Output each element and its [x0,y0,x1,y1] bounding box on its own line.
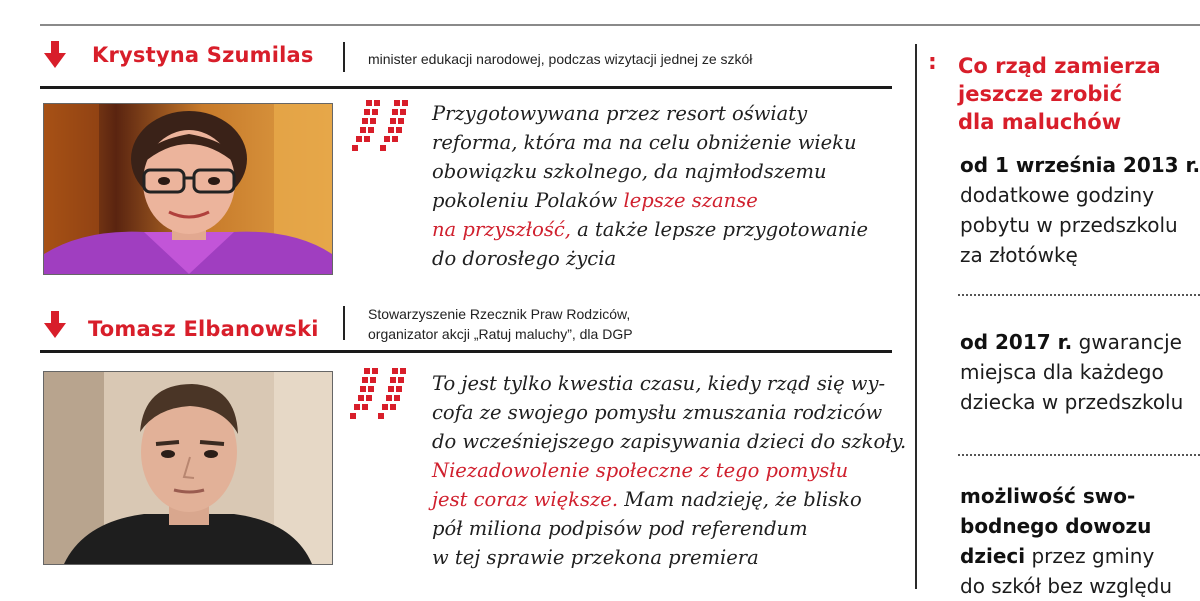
sidebar-fragment: gwarancje [1072,330,1182,354]
name-separator [343,42,345,72]
sidebar-emphasis: dzieci [960,544,1026,568]
section-rule [40,86,892,89]
sidebar-item [960,150,1200,270]
quote-fragment: pokoleniu Polaków [432,189,624,212]
sidebar-title-line: jeszcze zrobić [958,82,1123,106]
quote-fragment: Przygotowywana przez resort oświaty [432,102,808,125]
quote-line [432,427,906,456]
sidebar-item-line [960,240,1200,270]
quote-fragment: reforma, która ma na celu obniżenie wieku [432,131,857,154]
quote-text [432,99,868,273]
quote-line [432,456,906,485]
role-line: minister edukacji narodowej, podczas wizytacji jednej ze szkół [368,51,753,67]
sidebar-item [960,327,1183,417]
quote-fragment: Mam nadzieję, że blisko [618,488,862,511]
quote-fragment: cofa ze swojego pomysłu zmuszania rodziców [432,401,883,424]
quote-line [432,398,906,427]
quote-line [432,99,868,128]
section-rule [40,350,892,353]
sidebar-item-line [960,180,1200,210]
sidebar-item-line [960,571,1172,601]
sidebar-item-line [960,541,1172,571]
quote-line [432,215,868,244]
quote-highlight: Niezadowolenie społeczne z tego pomysłu [432,459,849,482]
sidebar-emphasis: od 1 września 2013 r. [960,153,1200,177]
sidebar-title-line: dla maluchów [958,110,1122,134]
quote-fragment: obowiązku szkolnego, da najmłodszemu [432,160,827,183]
quote-line [432,485,906,514]
bullet-colon-icon: : [928,50,937,75]
quote-line [432,128,868,157]
name-separator [343,306,345,340]
quote-line [432,244,868,273]
sidebar-fragment: miejsca dla każdego [960,360,1164,384]
sidebar-fragment: przez gminy [1025,544,1155,568]
quote-line [432,514,906,543]
quote-fragment: do wcześniejszego zapisywania dzieci do szkoły. [432,430,907,453]
quote-fragment: do dorosłego życia [432,247,617,270]
arrow-down-icon [44,311,66,339]
quote-highlight: jest coraz większe. [432,488,619,511]
role-line: organizator akcji „Ratuj maluchy”, dla DGP [368,326,633,342]
sidebar-fragment: dodatkowe godziny [960,183,1155,207]
sidebar-fragment: za złotówkę [960,243,1078,267]
role-line: Stowarzyszenie Rzecznik Praw Rodziców, [368,306,631,322]
speaker-role [368,49,752,69]
dotted-divider [958,294,1200,296]
speaker-name: Krystyna Szumilas [92,43,314,67]
column-divider [915,44,917,589]
arrow-down-icon [44,41,66,69]
sidebar-item [960,481,1172,601]
sidebar-emphasis: bodnego dowozu [960,514,1152,538]
quote-fragment: pół miliona podpisów pod referendum [432,517,808,540]
quote-mark-icon [350,368,410,420]
quote-fragment: w tej sprawie przekona premiera [432,546,759,569]
quote-highlight: lepsze szanse [623,189,758,212]
quote-line [432,186,868,215]
quote-line [432,543,906,572]
sidebar-fragment: pobytu w przedszkolu [960,213,1178,237]
sidebar-item-line [960,481,1172,511]
sidebar-title-line: Co rząd zamierza [958,54,1161,78]
sidebar-item-line [960,210,1200,240]
sidebar-item-line [960,387,1183,417]
quote-text [432,369,906,572]
sidebar-fragment: do szkół bez względu [960,574,1172,598]
speaker-name: Tomasz Elbanowski [88,317,319,341]
portrait-photo [43,371,333,565]
sidebar-item-line [960,327,1183,357]
sidebar-item-line [960,511,1172,541]
quote-highlight: na przyszłość, [432,218,571,241]
quote-line [432,157,868,186]
sidebar-emphasis: od 2017 r. [960,330,1073,354]
quote-line [432,369,906,398]
sidebar-fragment: dziecka w przedszkolu [960,390,1184,414]
sidebar-title [958,52,1161,136]
dotted-divider [958,454,1200,456]
sidebar-item-line [960,150,1200,180]
speaker-role [368,304,633,344]
portrait-photo [43,103,333,275]
sidebar-emphasis: możliwość swo- [960,484,1136,508]
quote-fragment: a także lepsze przygotowanie [570,218,869,241]
sidebar-item-line [960,357,1183,387]
quote-fragment: To jest tylko kwestia czasu, kiedy rząd się wy- [432,372,886,395]
top-rule [40,24,1200,26]
quote-mark-icon [352,100,412,152]
